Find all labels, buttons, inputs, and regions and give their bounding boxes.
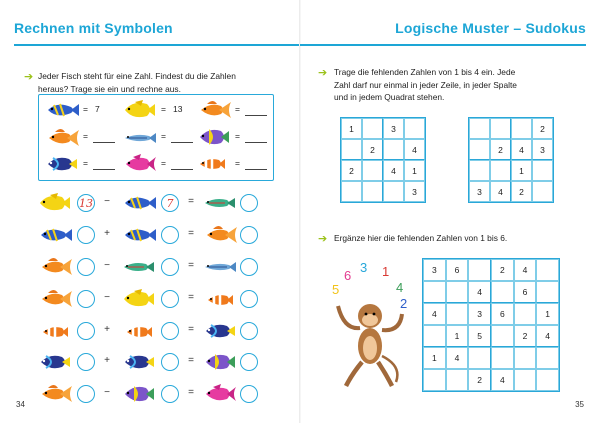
- slim-fish-icon: [123, 129, 159, 147]
- equals-sign: =: [188, 355, 194, 366]
- royal-blue-fish-icon: [38, 353, 74, 371]
- handwritten-value: 7: [166, 196, 174, 210]
- instruction-line: Trage die fehlenden Zahlen von 1 bis 4 ein. Jede: [334, 67, 516, 77]
- sudoku-cell: 2: [341, 160, 362, 181]
- sudoku-cell[interactable]: [490, 160, 511, 181]
- sudoku-cell[interactable]: [511, 118, 532, 139]
- equals-sign: =: [161, 104, 166, 114]
- sudoku-cell[interactable]: [383, 181, 404, 202]
- yellow-fish-icon: [122, 289, 158, 309]
- sudoku-cell: 2: [490, 139, 511, 160]
- instruction-text: [38, 70, 288, 95]
- slim-fish-icon: [203, 258, 239, 276]
- juggling-monkey-illustration: [320, 262, 420, 392]
- juggle-number: 6: [344, 268, 352, 283]
- sudoku-cell[interactable]: [514, 303, 537, 325]
- sudoku-cell[interactable]: [536, 347, 559, 369]
- sudoku-cell: 1: [511, 160, 532, 181]
- multicolor-fish-icon: [122, 384, 158, 404]
- equals-sign: =: [161, 158, 166, 168]
- page-number: 35: [575, 400, 584, 409]
- blue-striped-fish-icon: [45, 101, 81, 119]
- green-fish-icon: [203, 194, 237, 212]
- sudoku-cell[interactable]: [468, 347, 491, 369]
- sudoku-cell: 2: [532, 118, 553, 139]
- answer-circle[interactable]: [161, 290, 179, 308]
- equals-sign: =: [188, 292, 194, 303]
- answer-circle[interactable]: [77, 258, 95, 276]
- green-fish-icon: [122, 258, 156, 276]
- sudoku-cell: 2: [491, 259, 514, 281]
- pink-fish-icon: [203, 384, 239, 404]
- operator: +: [104, 355, 110, 366]
- equals-sign: =: [83, 104, 88, 114]
- blue-striped-fish-icon: [38, 226, 74, 244]
- orange-fish-icon: [45, 128, 81, 148]
- sudoku-cell: 3: [404, 181, 425, 202]
- sudoku-cell: 4: [536, 325, 559, 347]
- fish-value: 7: [95, 104, 100, 114]
- answer-circle[interactable]: [240, 353, 258, 371]
- sudoku-cell: 3: [468, 303, 491, 325]
- fish-legend-box: [38, 94, 274, 181]
- equals-sign: =: [235, 158, 240, 168]
- multicolor-fish-icon: [197, 127, 233, 147]
- sudoku-cell: 1: [536, 303, 559, 325]
- sudoku-cell[interactable]: [404, 118, 425, 139]
- sudoku-cell[interactable]: [514, 347, 537, 369]
- equals-sign: =: [235, 104, 240, 114]
- equals-sign: =: [161, 131, 166, 141]
- yellow-fish-icon: [123, 100, 159, 120]
- sudoku-cell: 6: [446, 259, 469, 281]
- sudoku-cell: 1: [423, 347, 446, 369]
- sudoku-cell: 4: [511, 139, 532, 160]
- clownfish-icon: [40, 323, 70, 341]
- sudoku-cell: 2: [511, 181, 532, 202]
- royal-blue-fish-icon: [122, 353, 158, 371]
- sudoku-cell[interactable]: [446, 369, 469, 391]
- equals-sign: =: [188, 228, 194, 239]
- sudoku-cell: 4: [514, 259, 537, 281]
- juggle-number: 4: [396, 280, 404, 295]
- sudoku-4x4-b: [468, 117, 554, 203]
- sudoku-cell: 3: [469, 181, 490, 202]
- answer-blank[interactable]: [171, 169, 193, 170]
- sudoku-cell[interactable]: [423, 281, 446, 303]
- sudoku-cell: 4: [446, 347, 469, 369]
- fish-value: 13: [173, 104, 183, 114]
- page-title: Rechnen mit Symbolen: [14, 20, 173, 36]
- instruction-text: Ergänze hier die fehlenden Zahlen von 1 bis 6.: [334, 233, 508, 243]
- sudoku-cell[interactable]: [423, 369, 446, 391]
- sudoku-cell[interactable]: [446, 281, 469, 303]
- operator: −: [104, 196, 110, 207]
- header-rule: [14, 44, 300, 46]
- sudoku-cell[interactable]: [383, 139, 404, 160]
- sudoku-cell[interactable]: [536, 259, 559, 281]
- sudoku-cell: 3: [423, 259, 446, 281]
- answer-circle[interactable]: [240, 226, 258, 244]
- sudoku-cell[interactable]: [469, 160, 490, 181]
- answer-circle[interactable]: [240, 322, 258, 340]
- answer-blank[interactable]: [93, 142, 115, 143]
- instruction-line: Zahl darf nur einmal in jeder Zeile, in jeder Spalte: [334, 79, 517, 90]
- juggle-number: 5: [332, 282, 340, 297]
- answer-blank[interactable]: [245, 169, 267, 170]
- sudoku-cell: 6: [491, 303, 514, 325]
- instruction-text: [334, 66, 584, 104]
- answer-blank[interactable]: [245, 142, 267, 143]
- sudoku-cell[interactable]: [491, 325, 514, 347]
- sudoku-cell[interactable]: [423, 325, 446, 347]
- orange-fish-icon: [197, 100, 233, 120]
- sudoku-cell[interactable]: [469, 139, 490, 160]
- clownfish-icon: [205, 291, 235, 309]
- answer-circle[interactable]: [77, 194, 95, 212]
- operator: −: [104, 387, 110, 398]
- answer-circle[interactable]: [161, 353, 179, 371]
- sudoku-cell[interactable]: [491, 347, 514, 369]
- sudoku-cell[interactable]: [490, 118, 511, 139]
- sudoku-cell[interactable]: [362, 181, 383, 202]
- sudoku-cell: 4: [423, 303, 446, 325]
- sudoku-cell: 1: [404, 160, 425, 181]
- page-number: 34: [16, 400, 25, 409]
- right-page: [300, 0, 600, 423]
- page-title: Logische Muster – Sudokus: [395, 20, 586, 36]
- sudoku-cell[interactable]: [446, 303, 469, 325]
- sudoku-cell: 4: [383, 160, 404, 181]
- sudoku-4x4-a: [340, 117, 426, 203]
- answer-circle[interactable]: [240, 385, 258, 403]
- sudoku-cell[interactable]: [536, 281, 559, 303]
- operator: −: [104, 292, 110, 303]
- answer-circle[interactable]: [161, 385, 179, 403]
- royal-blue-fish-icon: [45, 155, 81, 173]
- arrow-icon: ➔: [318, 233, 328, 245]
- answer-circle[interactable]: [240, 258, 258, 276]
- equals-sign: =: [188, 196, 194, 207]
- sudoku-cell[interactable]: [491, 281, 514, 303]
- answer-circle[interactable]: [240, 194, 258, 212]
- sudoku-cell[interactable]: [341, 139, 362, 160]
- sudoku-cell: 3: [383, 118, 404, 139]
- equals-sign: =: [83, 158, 88, 168]
- instruction-line: und in jedem Quadrat stehen.: [334, 92, 445, 102]
- clownfish-icon: [124, 323, 154, 341]
- operator: −: [104, 260, 110, 271]
- arrow-icon: ➔: [318, 67, 328, 79]
- answer-circle[interactable]: [161, 226, 179, 244]
- answer-circle[interactable]: [77, 353, 95, 371]
- operator: +: [104, 228, 110, 239]
- juggle-number: 2: [400, 296, 408, 311]
- instruction-line: Jeder Fisch steht für eine Zahl. Findest du die Zahlen: [38, 71, 236, 81]
- orange-fish-icon: [203, 225, 239, 245]
- sudoku-cell: 1: [341, 118, 362, 139]
- answer-circle[interactable]: [161, 194, 179, 212]
- answer-blank[interactable]: [245, 115, 267, 116]
- handwritten-value: 13: [79, 196, 93, 210]
- answer-blank[interactable]: [171, 142, 193, 143]
- instruction-line: heraus? Trage sie ein und rechne aus.: [38, 83, 181, 94]
- sudoku-cell: 1: [446, 325, 469, 347]
- answer-circle[interactable]: [161, 322, 179, 340]
- sudoku-cell[interactable]: [536, 369, 559, 391]
- answer-circle[interactable]: [240, 290, 258, 308]
- juggle-number: 1: [382, 264, 390, 279]
- sudoku-cell: 2: [468, 369, 491, 391]
- juggle-number: 3: [360, 262, 368, 275]
- answer-circle[interactable]: [77, 322, 95, 340]
- equals-sign: =: [188, 324, 194, 335]
- answer-circle[interactable]: [77, 385, 95, 403]
- sudoku-cell[interactable]: [362, 160, 383, 181]
- sudoku-cell: 5: [468, 325, 491, 347]
- equals-sign: =: [188, 387, 194, 398]
- royal-blue-fish-icon: [203, 322, 239, 340]
- sudoku-cell[interactable]: [341, 181, 362, 202]
- sudoku-cell: 4: [468, 281, 491, 303]
- sudoku-cell[interactable]: [514, 369, 537, 391]
- header-rule: [300, 44, 586, 46]
- sudoku-cell[interactable]: [469, 118, 490, 139]
- answer-circle[interactable]: [77, 290, 95, 308]
- answer-blank[interactable]: [93, 169, 115, 170]
- equals-sign: =: [188, 260, 194, 271]
- blue-striped-fish-icon: [122, 194, 158, 212]
- sudoku-cell[interactable]: [362, 118, 383, 139]
- sudoku-cell: 4: [404, 139, 425, 160]
- clownfish-icon: [197, 155, 227, 173]
- sudoku-6x6: [422, 258, 560, 392]
- sudoku-cell: 2: [362, 139, 383, 160]
- blue-striped-fish-icon: [122, 226, 158, 244]
- sudoku-cell: 4: [490, 181, 511, 202]
- operator: +: [104, 324, 110, 335]
- orange-fish-icon: [38, 384, 74, 404]
- answer-circle[interactable]: [77, 226, 95, 244]
- sudoku-cell: 3: [532, 139, 553, 160]
- answer-circle[interactable]: [161, 258, 179, 276]
- orange-fish-icon: [38, 257, 74, 277]
- yellow-fish-icon: [38, 193, 74, 213]
- multicolor-fish-icon: [203, 352, 239, 372]
- sudoku-cell[interactable]: [532, 160, 553, 181]
- equals-sign: =: [235, 131, 240, 141]
- arrow-icon: ➔: [24, 71, 34, 83]
- equals-sign: =: [83, 131, 88, 141]
- sudoku-cell: 2: [514, 325, 537, 347]
- orange-fish-icon: [38, 289, 74, 309]
- sudoku-cell[interactable]: [468, 259, 491, 281]
- sudoku-cell[interactable]: [532, 181, 553, 202]
- pink-fish-icon: [123, 154, 159, 174]
- sudoku-cell: 6: [514, 281, 537, 303]
- sudoku-cell: 4: [491, 369, 514, 391]
